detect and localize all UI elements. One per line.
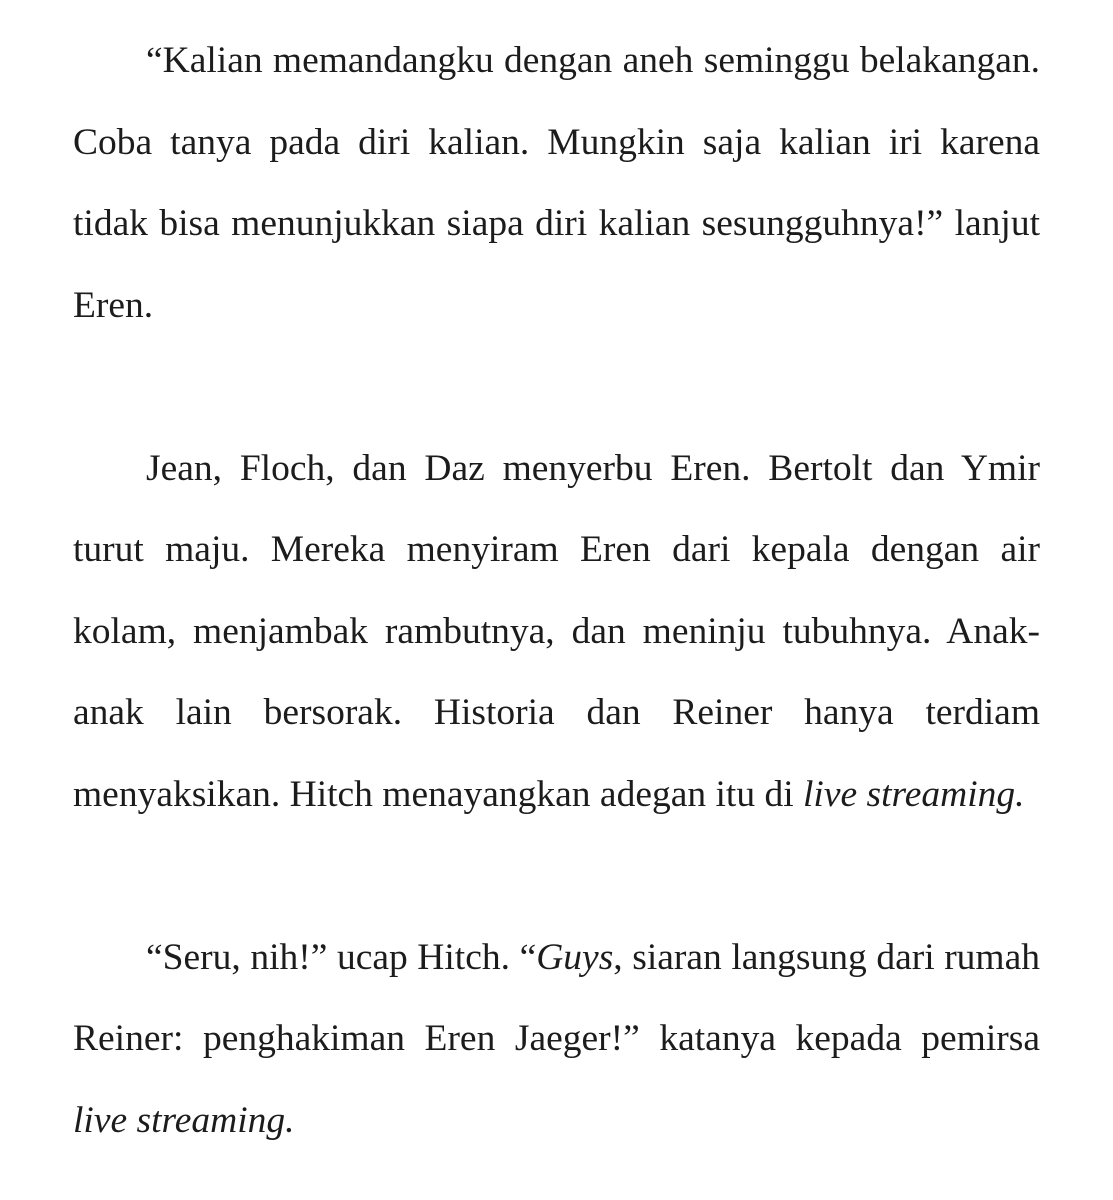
paragraph-2-italic: live streaming. bbox=[803, 773, 1025, 815]
paragraph-3-mid: , siaran langsung dari rumah Reiner: penghakiman Eren Jaeger!” katanya kepada pemirsa bbox=[73, 936, 1040, 1059]
document-page bbox=[73, 20, 1040, 1161]
paragraph-3-italic-guys: Guys bbox=[536, 936, 614, 978]
paragraph-3-italic-live: live streaming. bbox=[73, 1099, 295, 1141]
paragraph-2-text: Jean, Floch, dan Daz menyerbu Eren. Bertolt dan Ymir turut maju. Mereka menyiram Eren dari kepala dengan air kolam, menjambak rambutnya, dan meninju tubuhnya. Anak-anak lain bersorak. Historia dan Reiner hanya terdiam menyaksikan. Hitch menayangkan adegan itu di bbox=[73, 447, 1040, 815]
paragraph-2 bbox=[73, 428, 1040, 836]
paragraph-1 bbox=[73, 20, 1040, 346]
paragraph-3-pre: “Seru, nih!” ucap Hitch. “ bbox=[146, 936, 537, 978]
paragraph-1-text: “Kalian memandangku dengan aneh seminggu belakangan. Coba tanya pada diri kalian. Mungkin saja kalian iri karena tidak bisa menunjukkan siapa diri kalian sesungguhnya!” lanjut Eren. bbox=[73, 40, 1040, 326]
paragraph-3 bbox=[73, 917, 1040, 1162]
